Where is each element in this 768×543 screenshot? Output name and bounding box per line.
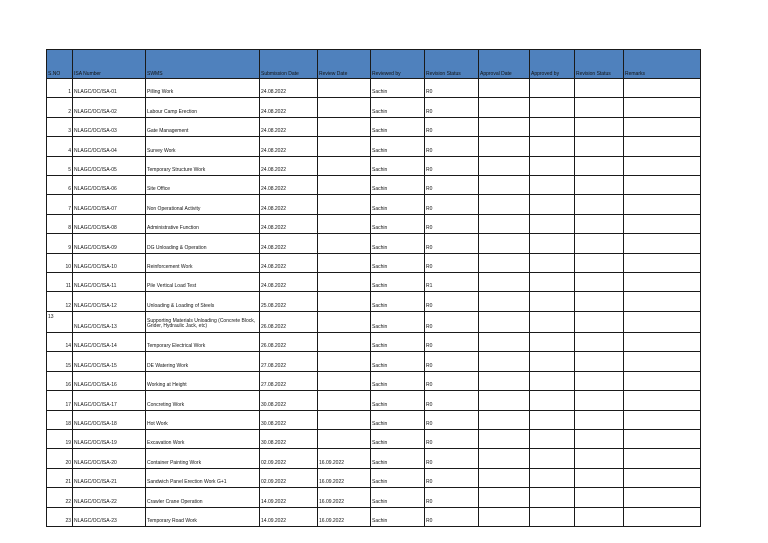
cell-revision-status-2[interactable] (575, 430, 624, 449)
cell-remarks[interactable] (624, 292, 701, 311)
cell-remarks[interactable] (624, 468, 701, 487)
cell-sno[interactable]: 9 (47, 234, 73, 253)
cell-isa-number[interactable]: NLAGC/OC/ISA-06 (73, 175, 146, 194)
cell-isa-number[interactable]: NLAGC/OC/ISA-12 (73, 292, 146, 311)
table-row (47, 488, 701, 507)
cell-swms[interactable]: Excavation Work (146, 430, 260, 449)
cell-swms[interactable]: Administrative Function (146, 214, 260, 233)
cell-swms[interactable]: Unloading & Loading of Steels (146, 292, 260, 311)
cell-approved-by[interactable] (530, 234, 575, 253)
cell-remarks[interactable] (624, 98, 701, 117)
cell-approval-date[interactable] (479, 214, 530, 233)
cell-approved-by[interactable] (530, 410, 575, 429)
cell-isa-number[interactable]: NLAGC/OC/ISA-03 (73, 117, 146, 136)
cell-submission-date[interactable]: 24.08.2022 (260, 98, 318, 117)
cell-approved-by[interactable] (530, 292, 575, 311)
cell-sno[interactable]: 21 (47, 468, 73, 487)
cell-approval-date[interactable] (479, 156, 530, 175)
swms-register-table (46, 49, 701, 527)
cell-approved-by[interactable] (530, 214, 575, 233)
cell-review-date[interactable]: 16.09.2022 (318, 468, 371, 487)
cell-approved-by[interactable] (530, 468, 575, 487)
cell-sno[interactable]: 10 (47, 253, 73, 272)
cell-approved-by[interactable] (530, 117, 575, 136)
cell-approval-date[interactable] (479, 175, 530, 194)
cell-revision-status-2[interactable] (575, 272, 624, 291)
cell-revision-status[interactable]: R0 (425, 371, 479, 390)
cell-revision-status[interactable]: R0 (425, 391, 479, 410)
cell-review-date[interactable] (318, 214, 371, 233)
cell-submission-date[interactable]: 27.08.2022 (260, 352, 318, 371)
cell-review-date[interactable] (318, 117, 371, 136)
cell-swms[interactable]: Labour Camp Erection (146, 98, 260, 117)
cell-isa-number[interactable]: NLAGC/OC/ISA-18 (73, 410, 146, 429)
cell-revision-status[interactable]: R0 (425, 175, 479, 194)
cell-submission-date[interactable]: 24.08.2022 (260, 234, 318, 253)
cell-sno[interactable]: 23 (47, 507, 73, 526)
cell-reviewed-by[interactable]: Sachin (371, 449, 425, 468)
cell-swms[interactable]: Pilling Work (146, 79, 260, 98)
cell-submission-date[interactable]: 02.09.2022 (260, 468, 318, 487)
header-review-date[interactable]: Review Date (318, 50, 371, 79)
cell-isa-number[interactable]: NLAGC/OC/ISA-04 (73, 137, 146, 156)
cell-sno[interactable]: 2 (47, 98, 73, 117)
cell-remarks[interactable] (624, 137, 701, 156)
cell-isa-number[interactable]: NLAGC/OC/ISA-14 (73, 333, 146, 352)
cell-approved-by[interactable] (530, 156, 575, 175)
cell-approved-by[interactable] (530, 507, 575, 526)
cell-reviewed-by[interactable]: Sachin (371, 352, 425, 371)
cell-revision-status[interactable]: R0 (425, 253, 479, 272)
cell-review-date[interactable]: 16.09.2022 (318, 488, 371, 507)
cell-revision-status-2[interactable] (575, 79, 624, 98)
cell-approval-date[interactable] (479, 488, 530, 507)
cell-approved-by[interactable] (530, 488, 575, 507)
cell-review-date[interactable] (318, 333, 371, 352)
cell-approval-date[interactable] (479, 272, 530, 291)
cell-isa-number[interactable]: NLAGC/OC/ISA-07 (73, 195, 146, 214)
cell-approval-date[interactable] (479, 195, 530, 214)
header-approval-date[interactable]: Approval Date (479, 50, 530, 79)
cell-swms[interactable]: Reinforcement Work (146, 253, 260, 272)
cell-revision-status[interactable]: R0 (425, 79, 479, 98)
cell-swms[interactable]: Sandwich Panel Erection Work G+1 (146, 468, 260, 487)
cell-swms[interactable]: Survey Work (146, 137, 260, 156)
cell-reviewed-by[interactable]: Sachin (371, 410, 425, 429)
cell-sno[interactable]: 13 (47, 311, 73, 332)
table-row (47, 137, 701, 156)
cell-revision-status-2[interactable] (575, 156, 624, 175)
cell-swms[interactable]: Temporary Structure Work (146, 156, 260, 175)
cell-revision-status-2[interactable] (575, 507, 624, 526)
cell-remarks[interactable] (624, 79, 701, 98)
cell-isa-number[interactable]: NLAGC/OC/ISA-13 (73, 311, 146, 332)
table-row (47, 292, 701, 311)
table-row (47, 272, 701, 291)
cell-isa-number[interactable]: NLAGC/OC/ISA-02 (73, 98, 146, 117)
cell-reviewed-by[interactable]: Sachin (371, 79, 425, 98)
cell-sno[interactable]: 4 (47, 137, 73, 156)
cell-approval-date[interactable] (479, 391, 530, 410)
cell-isa-number[interactable]: NLAGC/OC/ISA-23 (73, 507, 146, 526)
cell-reviewed-by[interactable]: Sachin (371, 156, 425, 175)
cell-submission-date[interactable]: 25.08.2022 (260, 292, 318, 311)
cell-remarks[interactable] (624, 333, 701, 352)
cell-approval-date[interactable] (479, 333, 530, 352)
cell-reviewed-by[interactable]: Sachin (371, 488, 425, 507)
table-row (47, 410, 701, 429)
cell-submission-date[interactable]: 30.08.2022 (260, 430, 318, 449)
cell-reviewed-by[interactable]: Sachin (371, 175, 425, 194)
cell-review-date[interactable] (318, 410, 371, 429)
cell-revision-status-2[interactable] (575, 391, 624, 410)
cell-revision-status[interactable]: R0 (425, 352, 479, 371)
header-swms[interactable]: SWMS (146, 50, 260, 79)
header-reviewed-by[interactable]: Reviewed by (371, 50, 425, 79)
cell-revision-status[interactable]: R0 (425, 333, 479, 352)
table-row (47, 117, 701, 136)
cell-approved-by[interactable] (530, 79, 575, 98)
cell-isa-number[interactable]: NLAGC/OC/ISA-15 (73, 352, 146, 371)
cell-isa-number[interactable]: NLAGC/OC/ISA-08 (73, 214, 146, 233)
cell-revision-status[interactable]: R0 (425, 214, 479, 233)
cell-revision-status-2[interactable] (575, 311, 624, 332)
table-row (47, 234, 701, 253)
cell-reviewed-by[interactable]: Sachin (371, 292, 425, 311)
cell-remarks[interactable] (624, 430, 701, 449)
header-approved-by[interactable]: Approved by (530, 50, 575, 79)
cell-sno[interactable]: 22 (47, 488, 73, 507)
cell-remarks[interactable] (624, 214, 701, 233)
cell-reviewed-by[interactable]: Sachin (371, 253, 425, 272)
cell-submission-date[interactable]: 24.08.2022 (260, 253, 318, 272)
cell-revision-status-2[interactable] (575, 352, 624, 371)
cell-approval-date[interactable] (479, 352, 530, 371)
table-row (47, 79, 701, 98)
cell-approval-date[interactable] (479, 430, 530, 449)
cell-submission-date[interactable]: 24.08.2022 (260, 272, 318, 291)
cell-remarks[interactable] (624, 488, 701, 507)
cell-remarks[interactable] (624, 272, 701, 291)
cell-review-date[interactable] (318, 253, 371, 272)
cell-review-date[interactable] (318, 137, 371, 156)
cell-isa-number[interactable]: NLAGC/OC/ISA-21 (73, 468, 146, 487)
cell-revision-status[interactable]: R0 (425, 234, 479, 253)
table-row (47, 311, 701, 332)
table-row (47, 430, 701, 449)
cell-revision-status[interactable]: R1 (425, 272, 479, 291)
cell-approval-date[interactable] (479, 117, 530, 136)
cell-reviewed-by[interactable]: Sachin (371, 117, 425, 136)
cell-revision-status[interactable]: R0 (425, 117, 479, 136)
cell-approval-date[interactable] (479, 449, 530, 468)
cell-revision-status-2[interactable] (575, 137, 624, 156)
cell-remarks[interactable] (624, 234, 701, 253)
cell-sno[interactable]: 8 (47, 214, 73, 233)
cell-submission-date[interactable]: 24.08.2022 (260, 195, 318, 214)
cell-remarks[interactable] (624, 156, 701, 175)
cell-revision-status-2[interactable] (575, 214, 624, 233)
header-sno[interactable]: S.NO (47, 50, 73, 79)
cell-sno[interactable]: 20 (47, 449, 73, 468)
cell-isa-number[interactable]: NLAGC/OC/ISA-10 (73, 253, 146, 272)
cell-submission-date[interactable]: 27.08.2022 (260, 371, 318, 390)
cell-revision-status[interactable]: R0 (425, 195, 479, 214)
cell-reviewed-by[interactable]: Sachin (371, 391, 425, 410)
cell-sno[interactable]: 12 (47, 292, 73, 311)
table-row (47, 507, 701, 526)
cell-revision-status[interactable]: R0 (425, 507, 479, 526)
cell-swms[interactable]: Concreting Work (146, 391, 260, 410)
cell-submission-date[interactable]: 26.08.2022 (260, 311, 318, 332)
cell-isa-number[interactable]: NLAGC/OC/ISA-17 (73, 391, 146, 410)
cell-isa-number[interactable]: NLAGC/OC/ISA-01 (73, 79, 146, 98)
cell-review-date[interactable] (318, 272, 371, 291)
cell-remarks[interactable] (624, 352, 701, 371)
table-row (47, 352, 701, 371)
cell-submission-date[interactable]: 24.08.2022 (260, 156, 318, 175)
cell-revision-status[interactable]: R0 (425, 311, 479, 332)
cell-approved-by[interactable] (530, 98, 575, 117)
table-row (47, 449, 701, 468)
cell-isa-number[interactable]: NLAGC/OC/ISA-22 (73, 488, 146, 507)
cell-revision-status[interactable]: R0 (425, 468, 479, 487)
cell-swms[interactable]: Pile Vertical Load Test (146, 272, 260, 291)
cell-reviewed-by[interactable]: Sachin (371, 137, 425, 156)
cell-remarks[interactable] (624, 410, 701, 429)
cell-submission-date[interactable]: 30.08.2022 (260, 391, 318, 410)
cell-approved-by[interactable] (530, 272, 575, 291)
cell-sno[interactable]: 17 (47, 391, 73, 410)
cell-swms[interactable]: Working at Height (146, 371, 260, 390)
cell-submission-date[interactable]: 14.09.2022 (260, 507, 318, 526)
cell-approval-date[interactable] (479, 253, 530, 272)
header-revision-status-2[interactable]: Revision Status (575, 50, 624, 79)
cell-submission-date[interactable]: 14.09.2022 (260, 488, 318, 507)
cell-approved-by[interactable] (530, 449, 575, 468)
table-row (47, 468, 701, 487)
cell-swms[interactable]: DE Watering Work (146, 352, 260, 371)
cell-approved-by[interactable] (530, 311, 575, 332)
header-isa-number[interactable]: ISA Number (73, 50, 146, 79)
cell-revision-status[interactable]: R0 (425, 410, 479, 429)
cell-remarks[interactable] (624, 371, 701, 390)
cell-reviewed-by[interactable]: Sachin (371, 311, 425, 332)
cell-reviewed-by[interactable]: Sachin (371, 272, 425, 291)
cell-revision-status-2[interactable] (575, 234, 624, 253)
table-row (47, 253, 701, 272)
cell-revision-status[interactable]: R0 (425, 137, 479, 156)
cell-revision-status-2[interactable] (575, 195, 624, 214)
cell-revision-status-2[interactable] (575, 253, 624, 272)
cell-remarks[interactable] (624, 449, 701, 468)
cell-review-date[interactable] (318, 391, 371, 410)
cell-revision-status-2[interactable] (575, 488, 624, 507)
cell-submission-date[interactable]: 24.08.2022 (260, 117, 318, 136)
cell-review-date[interactable] (318, 79, 371, 98)
cell-reviewed-by[interactable]: Sachin (371, 430, 425, 449)
table-row (47, 214, 701, 233)
cell-approval-date[interactable] (479, 292, 530, 311)
cell-sno[interactable]: 3 (47, 117, 73, 136)
cell-approved-by[interactable] (530, 253, 575, 272)
cell-submission-date[interactable]: 24.08.2022 (260, 175, 318, 194)
table-row (47, 175, 701, 194)
cell-review-date[interactable] (318, 98, 371, 117)
cell-review-date[interactable] (318, 371, 371, 390)
cell-swms[interactable]: DG Unloading & Operation (146, 234, 260, 253)
cell-sno[interactable]: 15 (47, 352, 73, 371)
cell-approved-by[interactable] (530, 371, 575, 390)
cell-reviewed-by[interactable]: Sachin (371, 371, 425, 390)
cell-submission-date[interactable]: 26.08.2022 (260, 333, 318, 352)
cell-revision-status-2[interactable] (575, 175, 624, 194)
cell-remarks[interactable] (624, 507, 701, 526)
cell-revision-status-2[interactable] (575, 449, 624, 468)
cell-review-date[interactable]: 16.09.2022 (318, 507, 371, 526)
header-row (47, 50, 701, 79)
cell-revision-status[interactable]: R0 (425, 449, 479, 468)
cell-swms[interactable]: Container Painting Work (146, 449, 260, 468)
cell-reviewed-by[interactable]: Sachin (371, 214, 425, 233)
cell-revision-status-2[interactable] (575, 468, 624, 487)
table-row (47, 195, 701, 214)
cell-swms[interactable]: Hot Work (146, 410, 260, 429)
cell-submission-date[interactable]: 02.09.2022 (260, 449, 318, 468)
cell-approval-date[interactable] (479, 371, 530, 390)
cell-isa-number[interactable]: NLAGC/OC/ISA-16 (73, 371, 146, 390)
cell-sno[interactable]: 7 (47, 195, 73, 214)
table-row (47, 333, 701, 352)
cell-sno[interactable]: 1 (47, 79, 73, 98)
cell-sno[interactable]: 19 (47, 430, 73, 449)
cell-submission-date[interactable]: 24.08.2022 (260, 137, 318, 156)
cell-reviewed-by[interactable]: Sachin (371, 468, 425, 487)
cell-revision-status-2[interactable] (575, 292, 624, 311)
cell-isa-number[interactable]: NLAGC/OC/ISA-05 (73, 156, 146, 175)
cell-remarks[interactable] (624, 253, 701, 272)
cell-approval-date[interactable] (479, 468, 530, 487)
cell-approved-by[interactable] (530, 333, 575, 352)
table-row (47, 98, 701, 117)
cell-sno[interactable]: 6 (47, 175, 73, 194)
table-row (47, 156, 701, 175)
header-remarks[interactable]: Remarks (624, 50, 701, 79)
cell-review-date[interactable] (318, 352, 371, 371)
cell-sno[interactable]: 16 (47, 371, 73, 390)
cell-approval-date[interactable] (479, 410, 530, 429)
cell-swms[interactable]: Site Office (146, 175, 260, 194)
cell-approval-date[interactable] (479, 311, 530, 332)
cell-remarks[interactable] (624, 391, 701, 410)
cell-revision-status-2[interactable] (575, 98, 624, 117)
cell-swms[interactable]: Gate Management (146, 117, 260, 136)
header-submission-date[interactable]: Submission Date (260, 50, 318, 79)
cell-approval-date[interactable] (479, 507, 530, 526)
cell-revision-status-2[interactable] (575, 410, 624, 429)
cell-swms[interactable]: Temporary Road Work (146, 507, 260, 526)
cell-reviewed-by[interactable]: Sachin (371, 507, 425, 526)
cell-reviewed-by[interactable]: Sachin (371, 234, 425, 253)
cell-approval-date[interactable] (479, 98, 530, 117)
cell-approval-date[interactable] (479, 137, 530, 156)
cell-swms[interactable]: Non Operational Activity (146, 195, 260, 214)
cell-review-date[interactable] (318, 292, 371, 311)
cell-remarks[interactable] (624, 175, 701, 194)
cell-review-date[interactable] (318, 175, 371, 194)
cell-review-date[interactable] (318, 311, 371, 332)
cell-sno[interactable]: 5 (47, 156, 73, 175)
cell-isa-number[interactable]: NLAGC/OC/ISA-11 (73, 272, 146, 291)
cell-remarks[interactable] (624, 311, 701, 332)
header-revision-status[interactable]: Revision Status (425, 50, 479, 79)
cell-revision-status[interactable]: R0 (425, 292, 479, 311)
cell-submission-date[interactable]: 30.08.2022 (260, 410, 318, 429)
cell-approved-by[interactable] (530, 175, 575, 194)
cell-approved-by[interactable] (530, 391, 575, 410)
cell-isa-number[interactable]: NLAGC/OC/ISA-20 (73, 449, 146, 468)
cell-revision-status-2[interactable] (575, 333, 624, 352)
cell-approved-by[interactable] (530, 352, 575, 371)
cell-swms[interactable]: Temporary Electrical Work (146, 333, 260, 352)
cell-revision-status-2[interactable] (575, 371, 624, 390)
cell-remarks[interactable] (624, 117, 701, 136)
spreadsheet (46, 49, 701, 527)
cell-revision-status[interactable]: R0 (425, 488, 479, 507)
cell-revision-status[interactable]: R0 (425, 156, 479, 175)
cell-review-date[interactable] (318, 430, 371, 449)
cell-swms[interactable]: Crawler Crane Operation (146, 488, 260, 507)
cell-swms[interactable]: Supporting Materials Unloading (Concrete Block, Grider, Hydraulic Jack, etc) (146, 311, 260, 332)
cell-reviewed-by[interactable]: Sachin (371, 333, 425, 352)
cell-reviewed-by[interactable]: Sachin (371, 195, 425, 214)
cell-sno[interactable]: 11 (47, 272, 73, 291)
table-row (47, 371, 701, 390)
cell-submission-date[interactable]: 24.08.2022 (260, 79, 318, 98)
cell-sno[interactable]: 18 (47, 410, 73, 429)
cell-revision-status-2[interactable] (575, 117, 624, 136)
cell-sno[interactable]: 14 (47, 333, 73, 352)
cell-remarks[interactable] (624, 195, 701, 214)
cell-submission-date[interactable]: 24.08.2022 (260, 214, 318, 233)
cell-revision-status[interactable]: R0 (425, 430, 479, 449)
cell-approval-date[interactable] (479, 234, 530, 253)
cell-approved-by[interactable] (530, 137, 575, 156)
cell-isa-number[interactable]: NLAGC/OC/ISA-09 (73, 234, 146, 253)
cell-approval-date[interactable] (479, 79, 530, 98)
cell-reviewed-by[interactable]: Sachin (371, 98, 425, 117)
cell-review-date[interactable] (318, 234, 371, 253)
cell-approved-by[interactable] (530, 195, 575, 214)
table-row (47, 391, 701, 410)
cell-review-date[interactable]: 16.09.2022 (318, 449, 371, 468)
cell-review-date[interactable] (318, 156, 371, 175)
cell-review-date[interactable] (318, 195, 371, 214)
cell-isa-number[interactable]: NLAGC/OC/ISA-19 (73, 430, 146, 449)
cell-approved-by[interactable] (530, 430, 575, 449)
cell-revision-status[interactable]: R0 (425, 98, 479, 117)
